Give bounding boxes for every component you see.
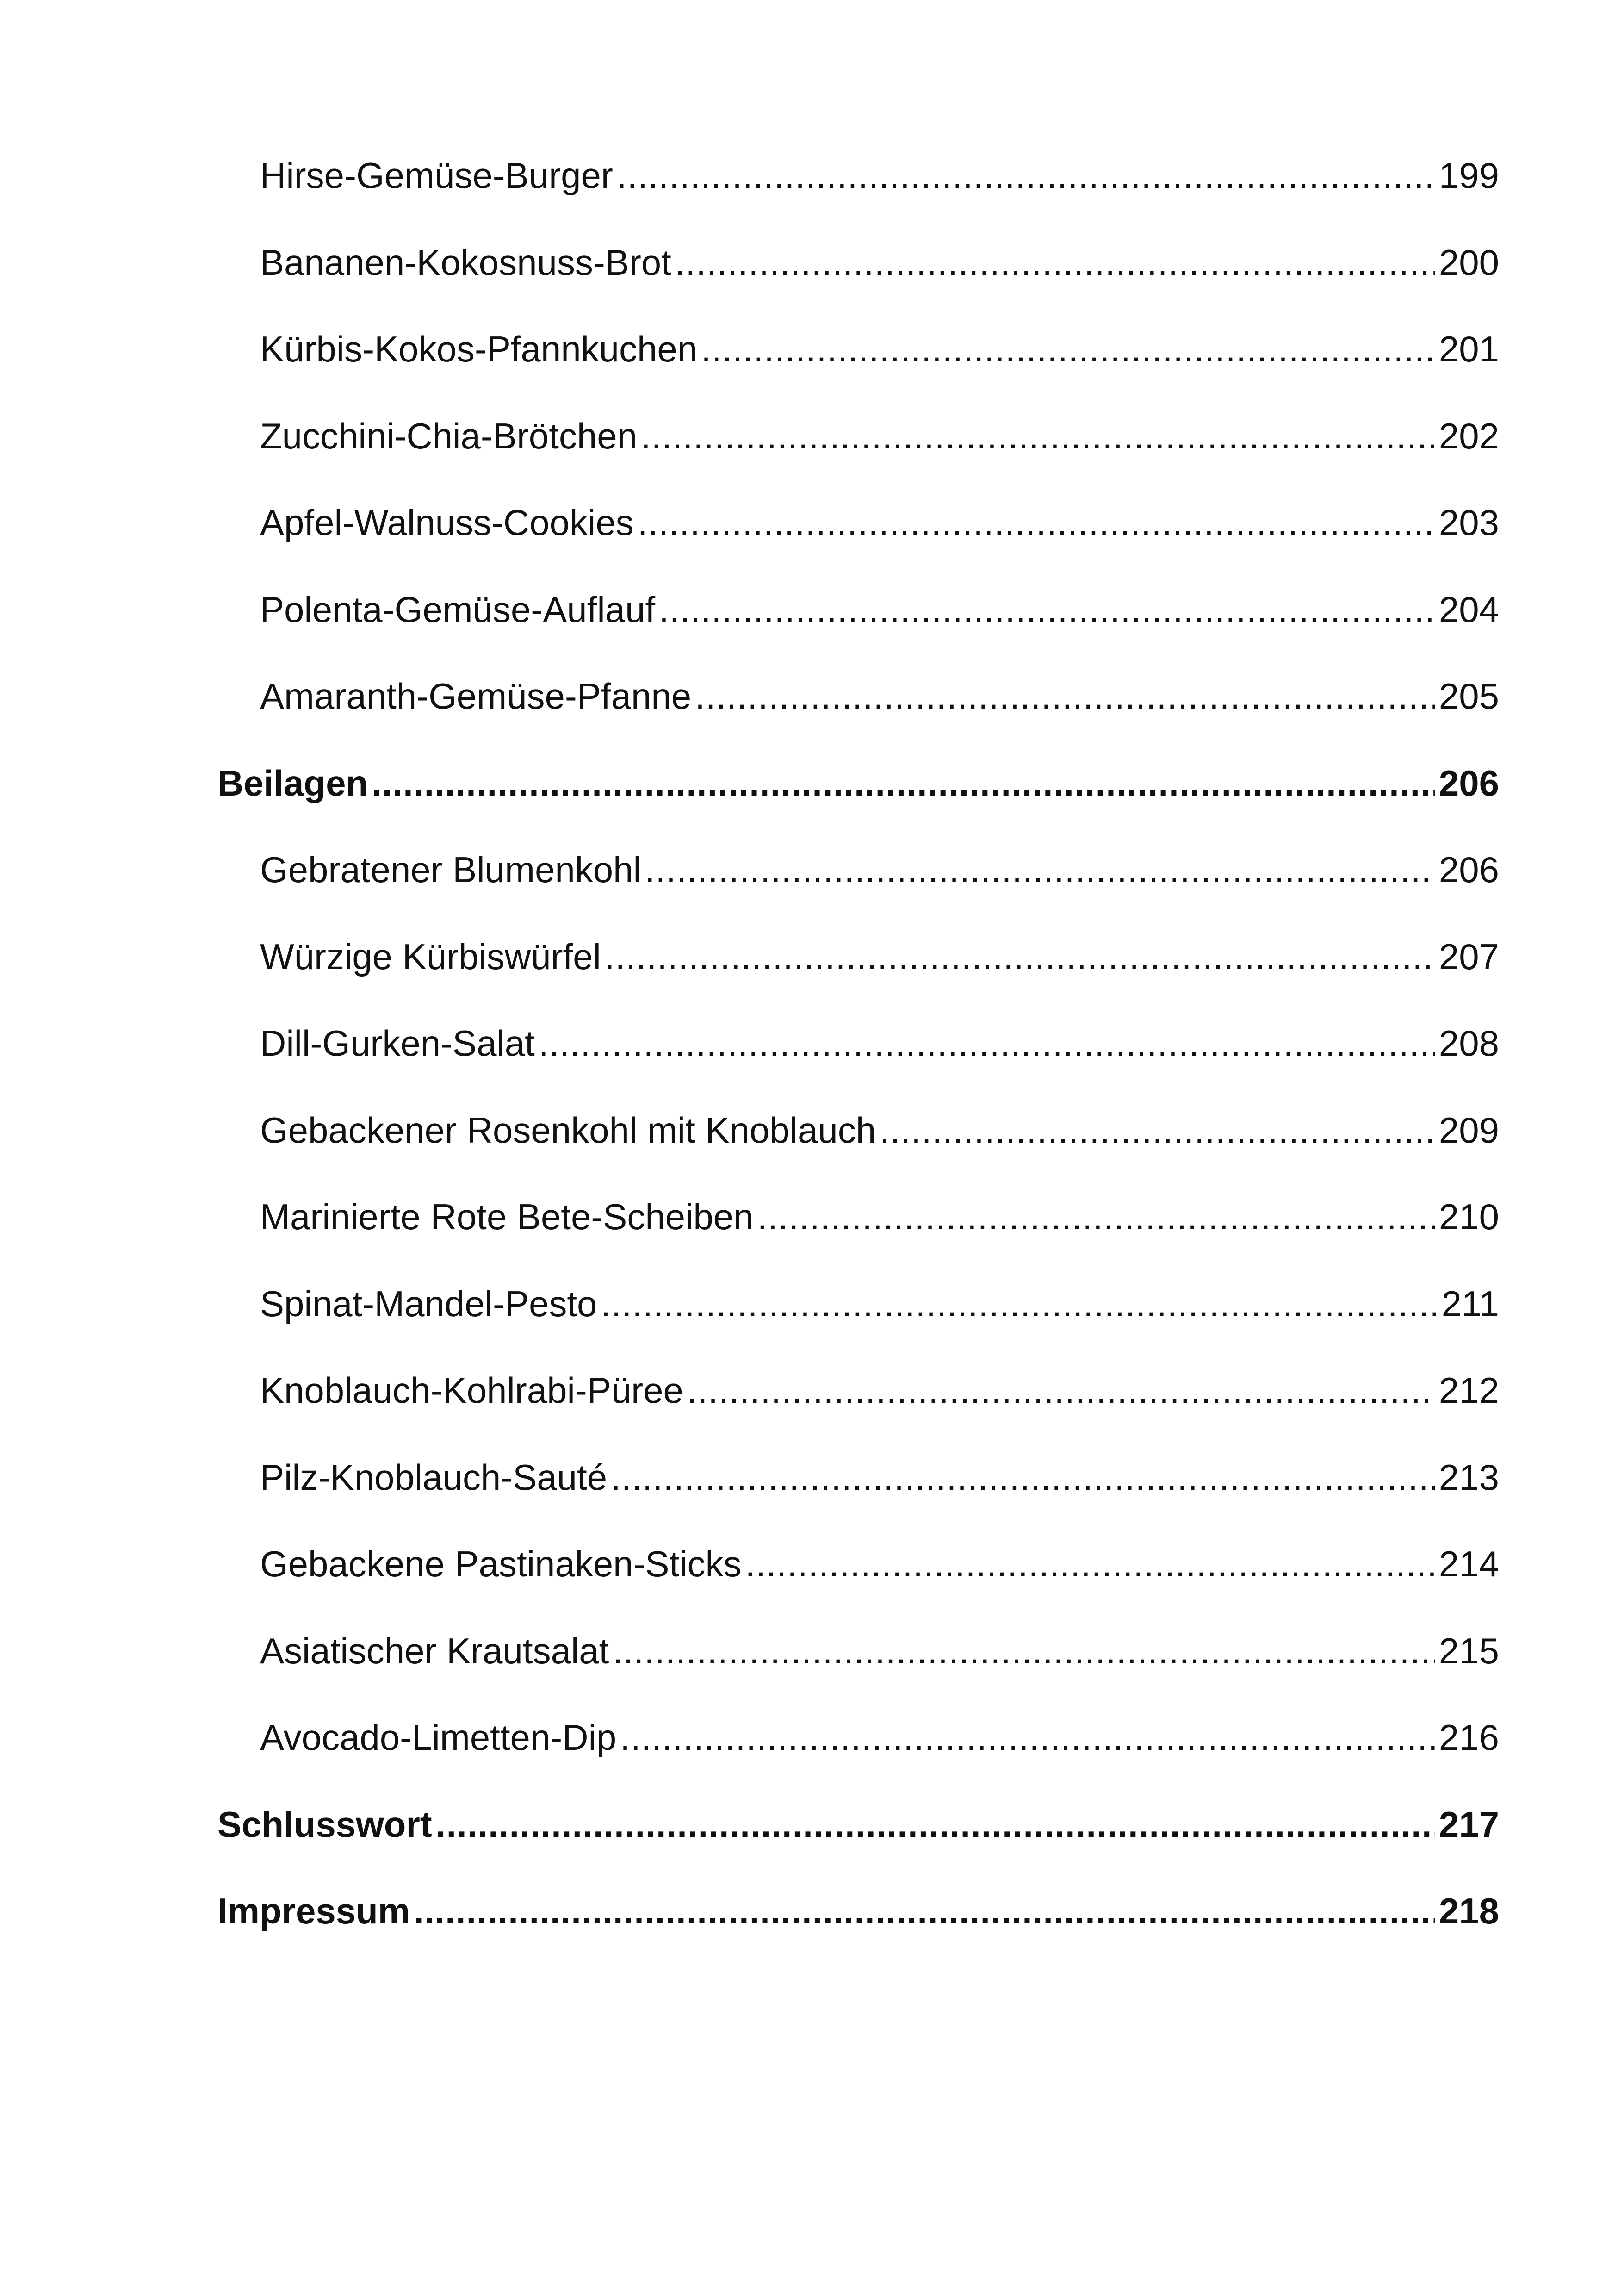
toc-entry-title: Pilz-Knoblauch-Sauté — [260, 1456, 608, 1498]
toc-entry[interactable] — [217, 504, 1499, 591]
toc-entry-title: Würzige Kürbiswürfel — [260, 936, 601, 977]
toc-entry-title: Kürbis-Kokos-Pfannkuchen — [260, 329, 698, 369]
toc-entry[interactable] — [217, 936, 1499, 1026]
toc-entry[interactable] — [217, 1630, 1499, 1720]
toc-entry[interactable] — [217, 1283, 1499, 1373]
toc-entry-title: Zucchini-Chia-Brötchen — [260, 415, 638, 456]
toc-entry-page: 205 — [1438, 676, 1499, 716]
table-of-contents — [217, 157, 1499, 1980]
dot-leader — [436, 1806, 1435, 1842]
toc-entry[interactable] — [217, 1456, 1499, 1546]
toc-entry[interactable] — [217, 1109, 1499, 1199]
toc-entry-title: Apfel-Walnuss-Cookies — [260, 502, 634, 543]
toc-entry[interactable] — [217, 157, 1499, 244]
toc-chapter[interactable] — [217, 762, 1499, 852]
toc-chapter[interactable] — [217, 1893, 1499, 1980]
toc-entry[interactable] — [217, 1196, 1499, 1286]
toc-entry-title: Knoblauch-Kohlrabi-Püree — [260, 1370, 683, 1411]
toc-entry-page: 213 — [1438, 1456, 1499, 1498]
dot-leader — [687, 1372, 1435, 1408]
dot-leader — [695, 678, 1435, 714]
dot-leader — [617, 157, 1435, 193]
toc-chapter-title: Schlusswort — [217, 1804, 432, 1845]
dot-leader — [605, 939, 1435, 975]
toc-entry-page: 201 — [1438, 329, 1499, 369]
dot-leader — [641, 418, 1435, 454]
toc-entry-title: Gebackener Rosenkohl mit Knoblauch — [260, 1109, 876, 1151]
toc-entry[interactable] — [217, 591, 1499, 678]
toc-entry-title: Polenta-Gemüse-Auflauf — [260, 589, 656, 630]
toc-entry-page: 212 — [1438, 1370, 1499, 1411]
toc-entry-page: 207 — [1438, 936, 1499, 977]
dot-leader — [620, 1719, 1435, 1755]
toc-entry[interactable] — [217, 415, 1499, 505]
toc-entry-page: 211 — [1441, 1283, 1499, 1324]
dot-leader — [675, 244, 1435, 280]
toc-entry-title: Marinierte Rote Bete-Scheiben — [260, 1196, 754, 1237]
toc-entry-page: 209 — [1438, 1109, 1499, 1151]
toc-entry[interactable] — [217, 849, 1499, 939]
dot-leader — [645, 852, 1435, 888]
toc-entry-page: 215 — [1438, 1630, 1499, 1671]
toc-chapter-title: Impressum — [217, 1891, 410, 1931]
toc-entry-title: Amaranth-Gemüse-Pfanne — [260, 676, 692, 716]
dot-leader — [613, 1633, 1435, 1669]
toc-entry[interactable] — [217, 244, 1499, 331]
toc-entry-page: 214 — [1438, 1543, 1499, 1584]
dot-leader — [757, 1199, 1435, 1235]
dot-leader — [539, 1025, 1435, 1061]
toc-entry-page: 208 — [1438, 1023, 1499, 1064]
toc-entry-page: 210 — [1438, 1196, 1499, 1237]
toc-entry-title: Hirse-Gemüse-Burger — [260, 155, 613, 196]
dot-leader — [601, 1286, 1438, 1322]
dot-leader — [745, 1546, 1435, 1582]
dot-leader — [701, 331, 1435, 367]
dot-leader — [372, 765, 1435, 801]
toc-entry[interactable] — [217, 1719, 1499, 1806]
dot-leader — [659, 591, 1435, 628]
toc-entry-title: Gebratener Blumenkohl — [260, 849, 641, 890]
toc-entry[interactable] — [217, 1543, 1499, 1633]
toc-entry[interactable] — [217, 1372, 1499, 1459]
dot-leader — [638, 504, 1435, 541]
toc-entry-page: 216 — [1438, 1717, 1499, 1758]
dot-leader — [880, 1112, 1435, 1148]
toc-entry-title: Gebackene Pastinaken-Sticks — [260, 1543, 742, 1584]
toc-chapter-title: Beilagen — [217, 762, 368, 803]
toc-entry[interactable] — [217, 331, 1499, 418]
toc-entry[interactable] — [217, 1025, 1499, 1112]
toc-entry-page: 200 — [1438, 242, 1499, 283]
toc-entry-title: Dill-Gurken-Salat — [260, 1023, 535, 1064]
toc-chapter-page: 218 — [1438, 1891, 1499, 1931]
toc-chapter-page: 217 — [1438, 1804, 1499, 1845]
toc-entry[interactable] — [217, 678, 1499, 765]
dot-leader — [414, 1893, 1435, 1929]
toc-entry-title: Asiatischer Krautsalat — [260, 1630, 609, 1671]
toc-entry-title: Bananen-Kokosnuss-Brot — [260, 242, 671, 283]
toc-chapter[interactable] — [217, 1806, 1499, 1893]
toc-entry-page: 199 — [1438, 155, 1499, 196]
toc-entry-page: 204 — [1438, 589, 1499, 630]
toc-entry-page: 206 — [1438, 849, 1499, 890]
dot-leader — [611, 1459, 1435, 1495]
toc-entry-page: 202 — [1438, 415, 1499, 456]
toc-entry-page: 203 — [1438, 502, 1499, 543]
toc-entry-title: Spinat-Mandel-Pesto — [260, 1283, 597, 1324]
toc-entry-title: Avocado-Limetten-Dip — [260, 1717, 617, 1758]
toc-chapter-page: 206 — [1438, 762, 1499, 803]
